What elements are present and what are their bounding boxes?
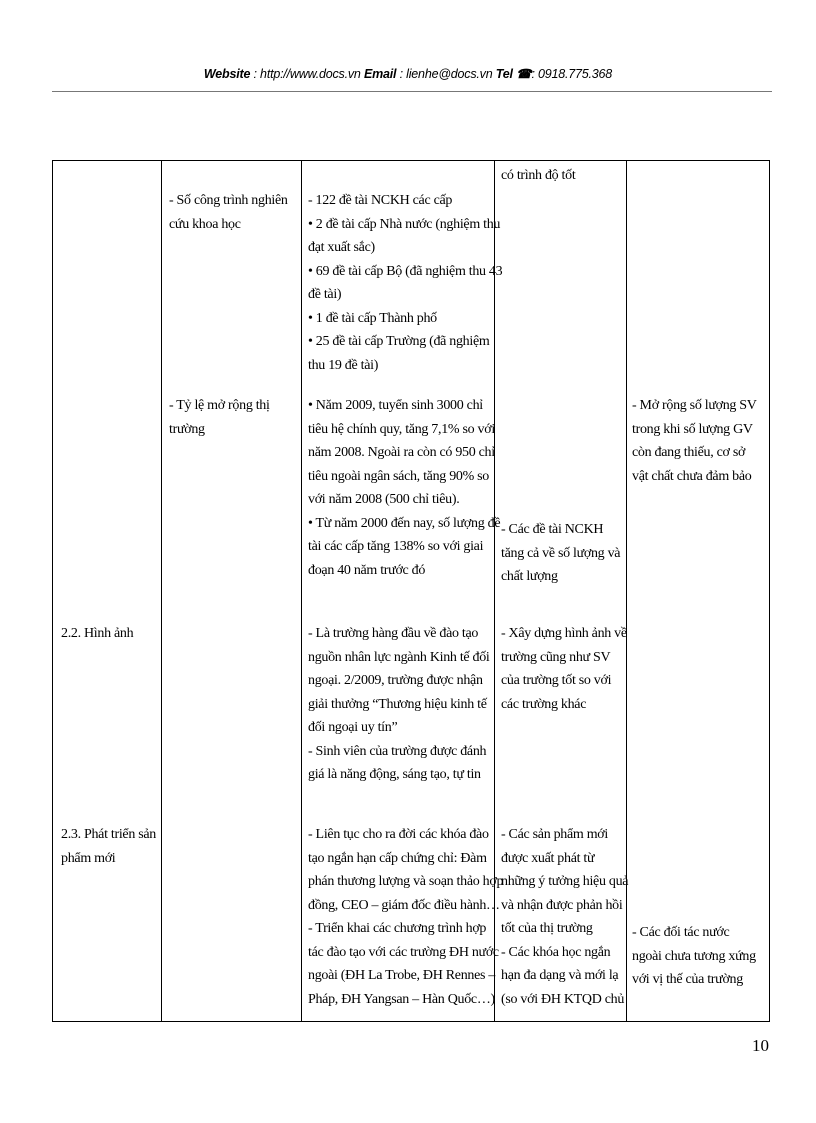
text-line: • Từ năm 2000 đến nay, số lượng đề [308,515,501,531]
text-line: (so với ĐH KTQD chủ [501,991,625,1007]
text-line: trường cũng như SV [501,649,611,665]
page-number: 10 [752,1036,769,1055]
issue-doi-tac [632,921,756,992]
criterion-ty-le-mo-rong [169,394,270,441]
column-divider [301,161,302,1021]
text-line: phán thương lượng và soạn thảo hợp [308,874,504,889]
text-line: - Mở rộng số lượng SV [632,398,757,413]
result-hinh-anh [501,622,627,716]
text-line: ngoài chưa tương xứng [632,948,756,964]
text-line: - Liên tục cho ra đời các khóa đào [308,827,489,842]
text-line: - Xây dựng hình ảnh về [501,626,627,641]
text-line: tiêu hệ chính quy, tăng 7,1% so với [308,421,495,437]
content-table [52,160,770,1022]
tel-number: : 0918.775.368 [531,67,613,81]
email-address: : lienhe@docs.vn [399,67,493,81]
website-url: : http://www.docs.vn [253,67,361,81]
text-line: được xuất phát từ [501,850,595,866]
issue-mo-rong [632,394,757,488]
enrollment-details [308,394,500,582]
text-line: còn đang thiếu, cơ sở [632,445,746,460]
text-line: có trình độ tốt [501,168,576,183]
text-line: tác đào tạo với các trường ĐH nước [308,944,499,960]
text-line: cứu khoa học [169,216,241,232]
text-line: 2.3. Phát triển sản [61,827,157,842]
text-line: đồng, CEO – giám đốc điều hành… [308,897,500,913]
text-line: năm 2008. Ngoài ra còn có 950 chỉ [308,445,495,460]
text-line: tốt của thị trường [501,921,593,936]
text-line: với năm 2008 (500 chỉ tiêu). [308,492,460,507]
text-line: đề tài) [308,287,342,302]
text-line: thu 19 đề tài) [308,357,379,373]
website-label: Website [203,67,251,81]
text-line: tăng cả về số lượng và [501,545,621,561]
section-hinh-anh [61,622,133,646]
text-line: ngoại. 2/2009, trường được nhận [308,673,483,688]
text-line: phẩm mới [61,850,116,866]
text-line: - Sinh viên của trường được đánh [308,743,487,759]
brand-image-details [308,622,490,787]
email-label: Email [363,67,397,81]
telephone-icon: ☎ [516,67,532,81]
text-line: - Tỷ lệ mở rộng thị [169,398,270,413]
text-line: - Các khóa học ngắn [501,944,611,960]
text-line: chất lượng [501,569,558,584]
text-line: đoạn 40 năm trước đó [308,562,426,578]
text-line: giải thưởng “Thương hiệu kinh tế [308,696,487,712]
text-line: - Số công trình nghiên [169,193,288,208]
text-line: những ý tưởng hiệu quả [501,874,629,889]
text-line: • 1 đề tài cấp Thành phố [308,310,437,326]
text-line: với vị thế của trường [632,972,743,987]
text-line: vật chất chưa đảm bảo [632,468,752,484]
text-line: nguồn nhân lực ngành Kinh tế đối [308,649,490,665]
text-line: 2.2. Hình ảnh [61,626,134,641]
text-line: đạt xuất sắc) [308,240,375,255]
text-line: - Các đề tài NCKH [501,522,604,537]
text-line: • 69 đề tài cấp Bộ (đã nghiệm thu 43 [308,263,503,279]
header-divider [52,91,772,92]
text-line: - Triển khai các chương trình hợp [308,921,487,936]
text-line: • 25 đề tài cấp Trường (đã nghiệm [308,334,490,349]
page-header [0,66,816,81]
nckh-details [308,189,502,377]
text-line: ngoài (ĐH La Trobe, ĐH Rennes – [308,968,496,983]
column-divider [161,161,162,1021]
text-line: - Các đối tác nước [632,925,730,940]
text-line: hạn đa dạng và mới lạ [501,968,619,983]
text-line: và nhận được phản hồi [501,897,623,913]
text-line: các trường khác [501,696,587,712]
text-line: - 122 đề tài NCKH các cấp [308,193,453,208]
text-line: tài các cấp tăng 138% so với giai [308,539,484,554]
text-line: tạo ngắn hạn cấp chứng chỉ: Đàm [308,850,487,866]
text-line: trong khi số lượng GV [632,421,753,437]
text-line: trường [169,421,205,437]
new-product-details [308,823,503,1011]
result-nckh [501,518,620,589]
text-line: • 2 đề tài cấp Nhà nước (nghiệm thu [308,216,501,232]
text-line: đối ngoại uy tín” [308,720,398,735]
tel-label: Tel [495,67,513,81]
text-line: - Các sản phẩm mới [501,827,608,842]
text-line: giá là năng động, sáng tạo, tự tin [308,767,481,782]
section-phat-trien-san-pham [61,823,156,870]
result-trinh-do [501,164,575,188]
text-line: Pháp, ĐH Yangsan – Hàn Quốc…) [308,991,495,1007]
result-san-pham [501,823,628,1011]
text-line: - Là trường hàng đầu về đào tạo [308,626,479,641]
text-line: • Năm 2009, tuyển sinh 3000 chỉ [308,398,483,413]
text-line: tiêu ngoài ngân sách, tăng 90% so [308,468,490,484]
criterion-so-cong-trinh [169,189,288,236]
text-line: của trường tốt so với [501,673,612,688]
